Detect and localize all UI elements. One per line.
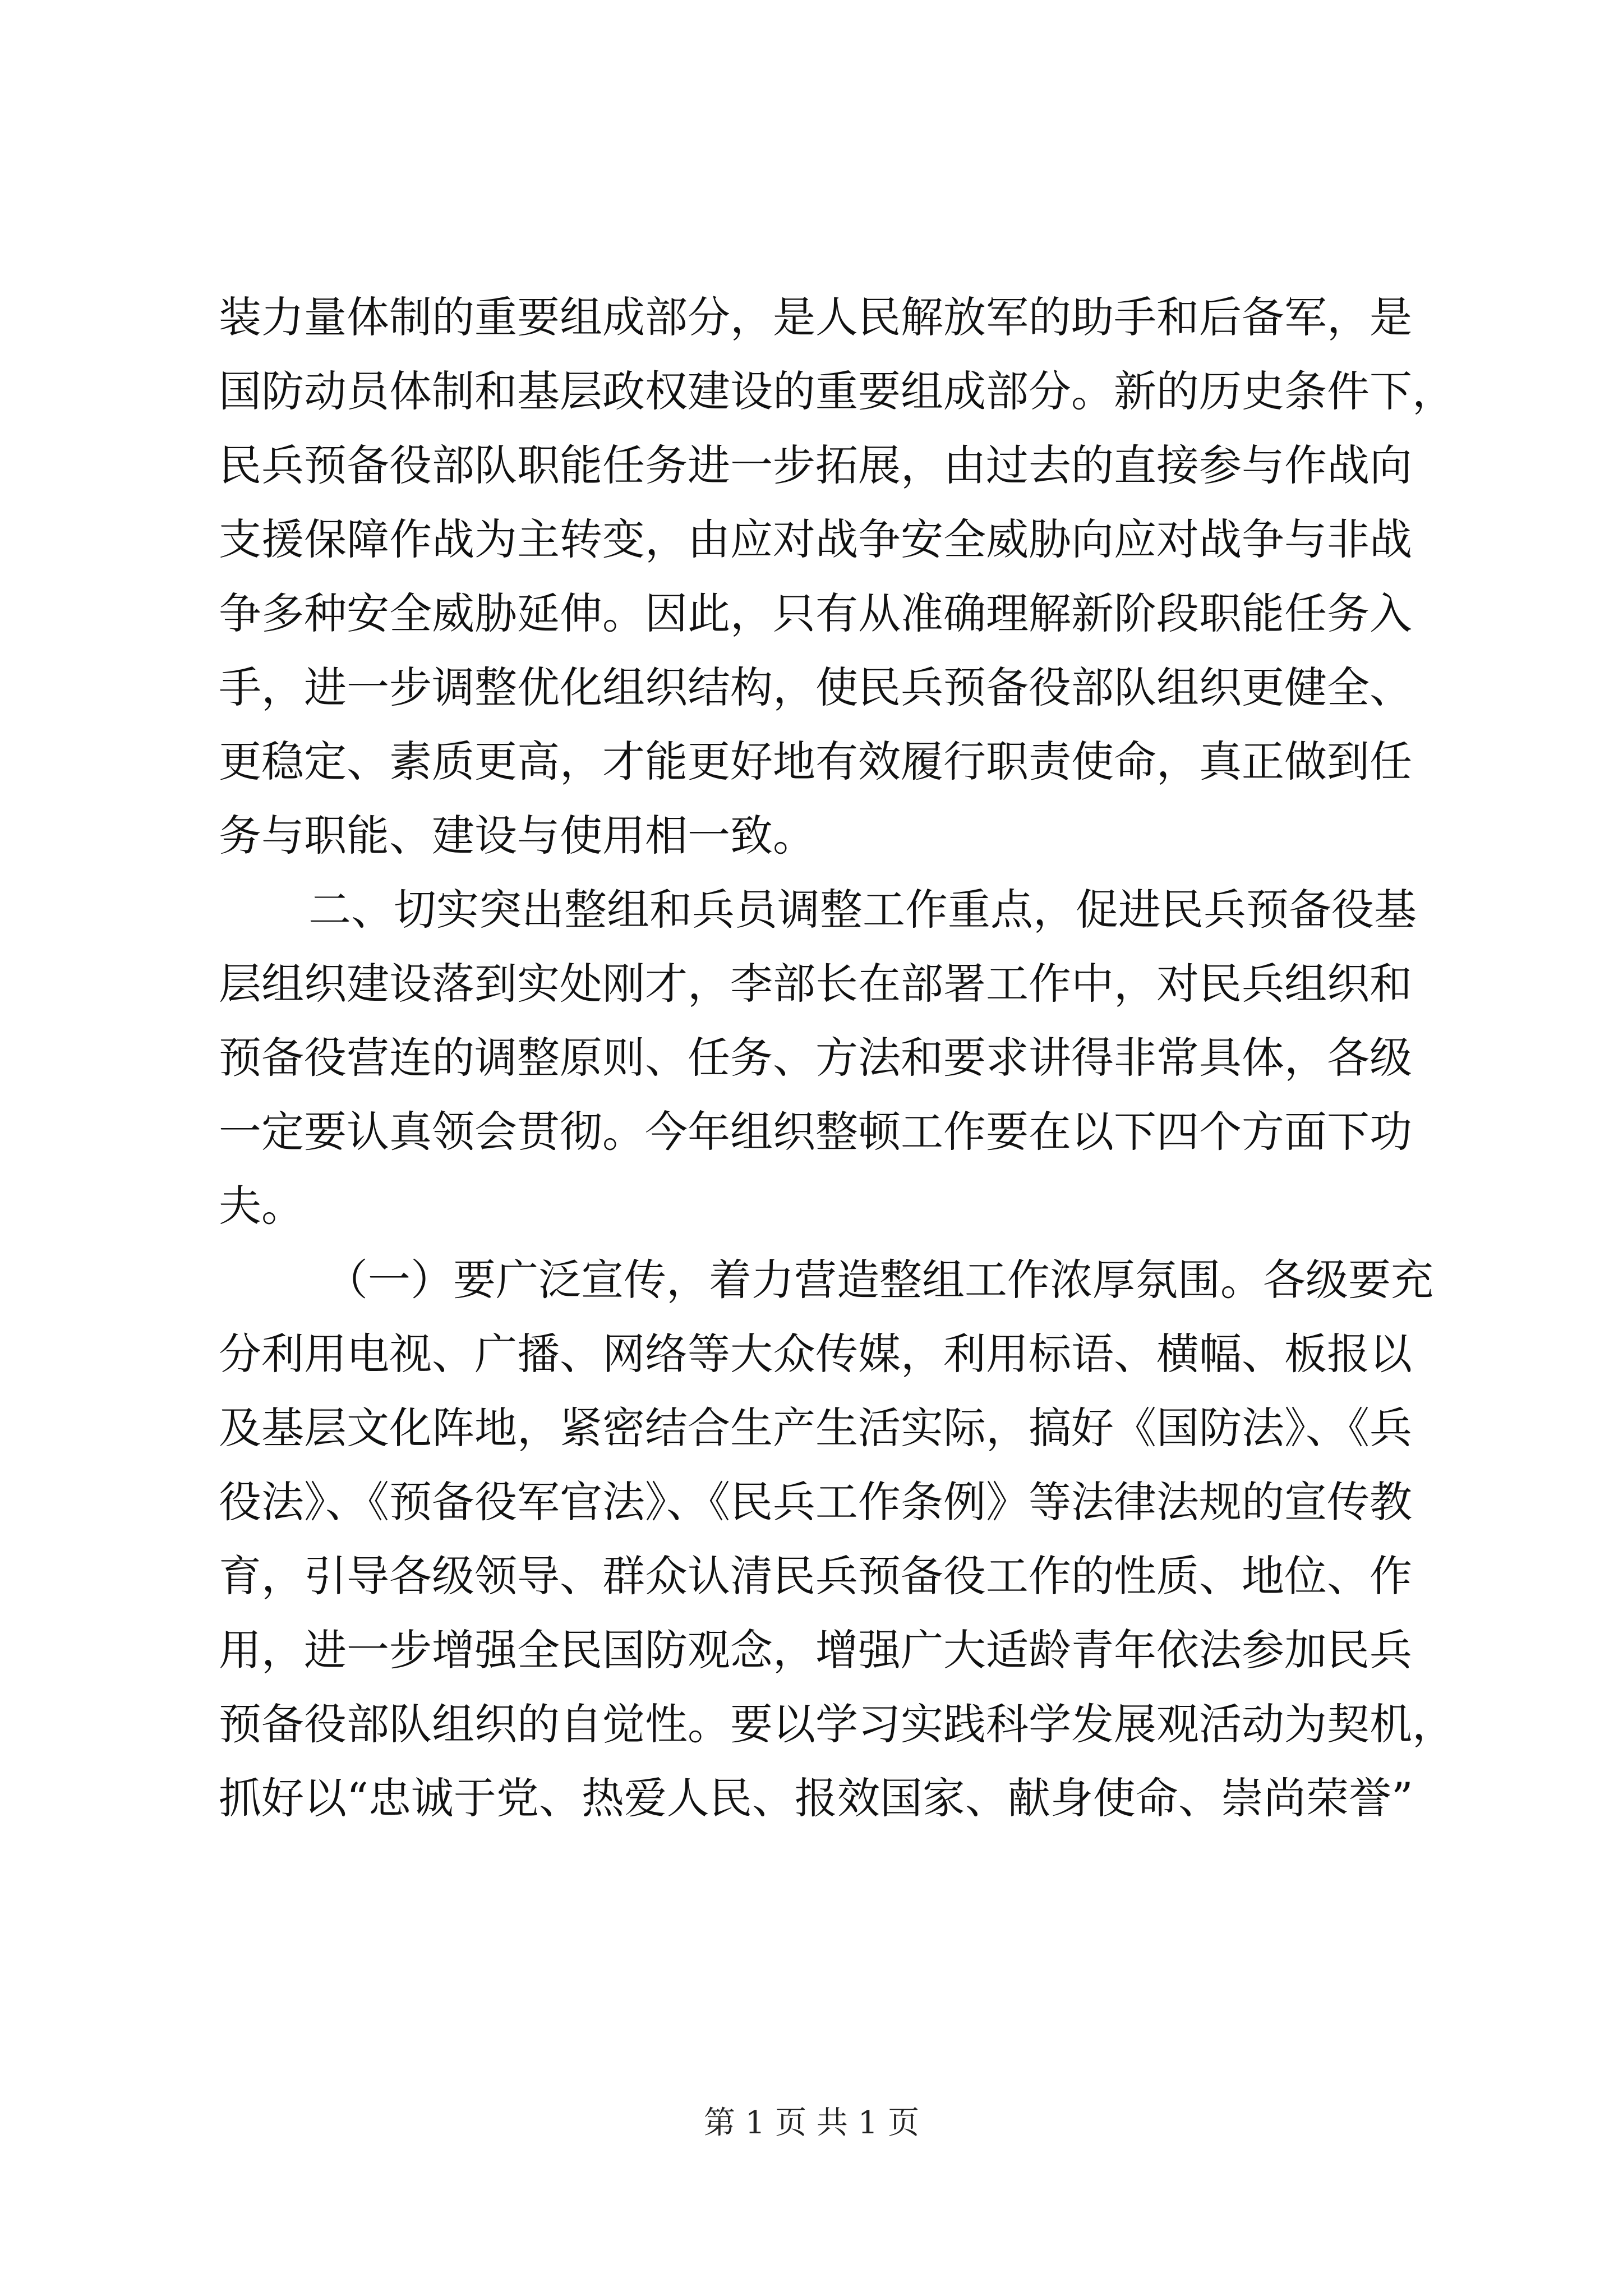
section-heading-line: 二、切实突出整组和兵员调整工作重点，促进民兵预备役基 bbox=[308, 885, 1417, 935]
text-line: 用，进一步增强全民国防观念，增强广大适龄青年依法参加民兵 bbox=[219, 1625, 1412, 1675]
text-line: 争多种安全威胁延伸。因此，只有从准确理解新阶段职能任务入 bbox=[219, 588, 1412, 638]
text-line: 预备役营连的调整原则、任务、方法和要求讲得非常具体，各级 bbox=[219, 1033, 1412, 1083]
text-line: 支援保障作战为主转变，由应对战争安全威胁向应对战争与非战 bbox=[219, 514, 1412, 564]
text-line: 装力量体制的重要组成部分，是人民解放军的助手和后备军，是 bbox=[219, 292, 1412, 342]
text-line: 国防动员体制和基层政权建设的重要组成部分。新的历史条件下， bbox=[219, 366, 1455, 416]
text-line: 育，引导各级领导、群众认清民兵预备役工作的性质、地位、作 bbox=[219, 1551, 1412, 1601]
subsection-heading-line: （一）要广泛宣传，着力营造整组工作浓厚氛围。各级要充 bbox=[325, 1255, 1433, 1305]
text-line: 役法》、《预备役军官法》、《民兵工作条例》等法律法规的宣传教 bbox=[219, 1477, 1412, 1527]
text-line: 分利用电视、广播、网络等大众传媒，利用标语、横幅、板报以 bbox=[219, 1329, 1412, 1379]
text-line: 民兵预备役部队职能任务进一步拓展，由过去的直接参与作战向 bbox=[219, 440, 1412, 490]
text-line: 及基层文化阵地，紧密结合生产生活实际，搞好《国防法》、《兵 bbox=[219, 1403, 1412, 1453]
text-line: 手，进一步调整优化组织结构，使民兵预备役部队组织更健全、 bbox=[219, 662, 1412, 712]
text-line: 务与职能、建设与使用相一致。 bbox=[219, 811, 815, 861]
page-footer: 第 1 页 共 1 页 bbox=[703, 2105, 920, 2141]
document-body bbox=[219, 280, 1458, 1835]
text-line: 层组织建设落到实处刚才，李部长在部署工作中，对民兵组织和 bbox=[219, 959, 1412, 1009]
text-line: 预备役部队组织的自觉性。要以学习实践科学发展观活动为契机， bbox=[219, 1699, 1455, 1749]
text-line: 一定要认真领会贯彻。今年组织整顿工作要在以下四个方面下功 bbox=[219, 1107, 1412, 1157]
text-line: 抓好以“忠诚于党、热爱人民、报效国家、献身使命、崇尚荣誉” bbox=[219, 1773, 1413, 1823]
text-line: 更稳定、素质更高，才能更好地有效履行职责使命，真正做到任 bbox=[219, 737, 1412, 786]
text-line: 夫。 bbox=[219, 1181, 304, 1231]
